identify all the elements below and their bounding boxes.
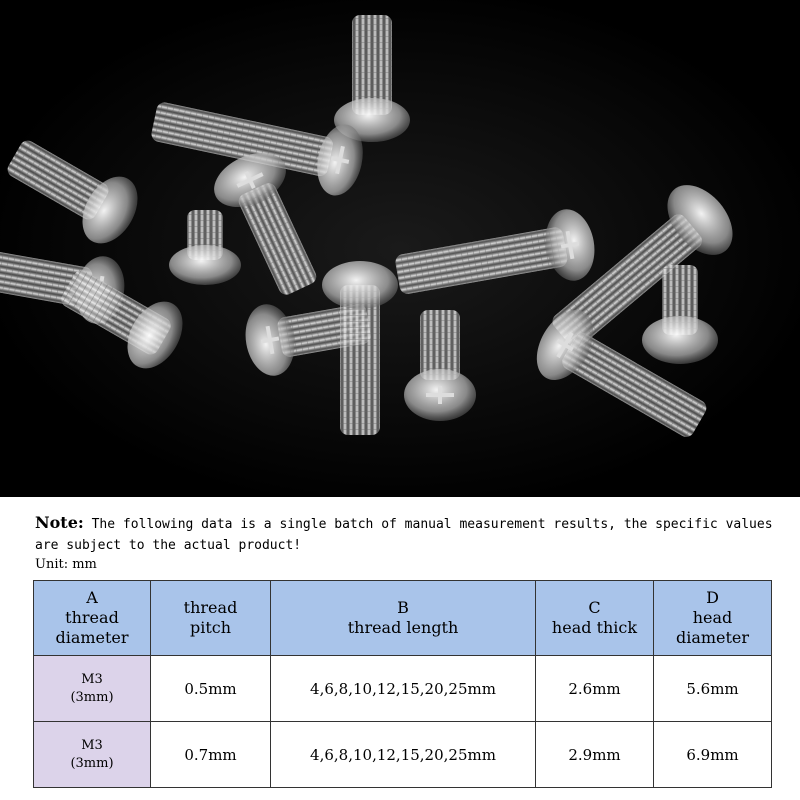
size-cell: M3 (3mm): [34, 722, 151, 788]
header-thread-pitch: thread pitch: [151, 581, 271, 656]
screw: [391, 205, 599, 310]
spec-table: [33, 580, 772, 788]
note-text: The following data is a single batch of manual measurement results, the specific values are subject to the actual product!: [35, 517, 773, 553]
head-thick-cell: 2.9mm: [536, 722, 654, 788]
header-thread-length: B thread length: [271, 581, 536, 656]
header-thread-diameter: A thread diameter: [34, 581, 151, 656]
length-cell: 4,6,8,10,12,15,20,25mm: [271, 656, 536, 722]
screw: [334, 15, 410, 142]
head-diameter-cell: 6.9mm: [654, 722, 772, 788]
header-head-diameter: D head diameter: [654, 581, 772, 656]
screw: [404, 310, 476, 421]
head-thick-cell: 2.6mm: [536, 656, 654, 722]
pitch-cell: 0.7mm: [151, 722, 271, 788]
note-label: Note:: [35, 513, 84, 532]
screw: [169, 210, 241, 285]
table-row: [34, 656, 772, 722]
note: [35, 512, 775, 556]
screw: [0, 124, 149, 253]
length-cell: 4,6,8,10,12,15,20,25mm: [271, 722, 536, 788]
table-header-row: [34, 581, 772, 656]
head-diameter-cell: 5.6mm: [654, 656, 772, 722]
table-row: [34, 722, 772, 788]
size-cell: M3 (3mm): [34, 656, 151, 722]
unit-label: Unit: mm: [35, 557, 97, 572]
pitch-cell: 0.5mm: [151, 656, 271, 722]
header-head-thick: C head thick: [536, 581, 654, 656]
